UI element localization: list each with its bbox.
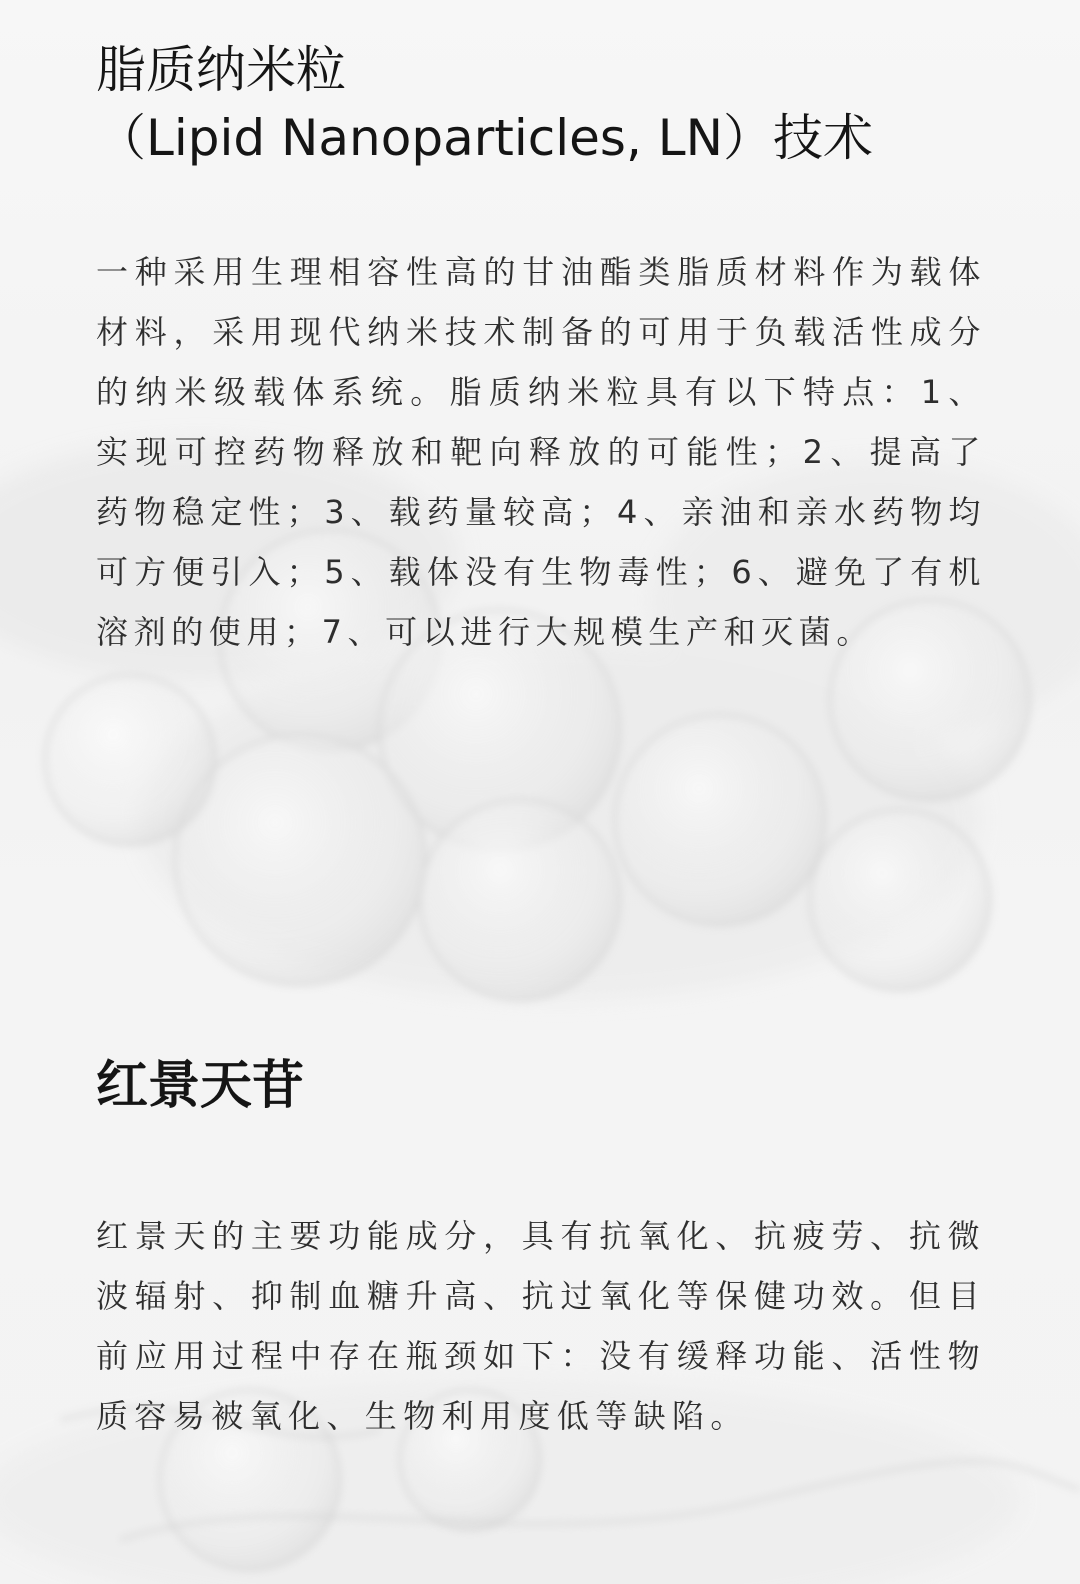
- section-body-salidroside: 红景天的主要功能成分，具有抗氧化、抗疲劳、抗微波辐射、抑制血糖升高、抗过氧化等保健功效。但目前应用过程中存在瓶颈如下：没有缓释功能、活性物质容易被氧化、生物利用度低等缺陷。: [96, 1217, 986, 1435]
- section-body-lipid-nanoparticles: 一种采用生理相容性高的甘油酯类脂质材料作为载体材料，采用现代纳米技术制备的可用于负载活性成分的纳米级载体系统。脂质纳米粒具有以下特点：1、实现可控药物释放和靶向释放的可能性；2、提高了药物稳定性；3、载药量较高；4、亲油和亲水药物均可方便引入；5、载体没有生物毒性；6、避免了有机溶剂的使用；7、可以进行大规模生产和灭菌。: [96, 253, 986, 651]
- title-line-1: 脂质纳米粒: [96, 41, 346, 99]
- section-title-salidroside: 红景天苷: [96, 1056, 305, 1116]
- title-line-2: （Lipid Nanoparticles, LN）技术: [96, 109, 874, 167]
- salidroside-section: [96, 1052, 986, 1446]
- lipid-nanoparticles-section: [96, 36, 986, 662]
- section-title-lipid-nanoparticles: [96, 36, 986, 172]
